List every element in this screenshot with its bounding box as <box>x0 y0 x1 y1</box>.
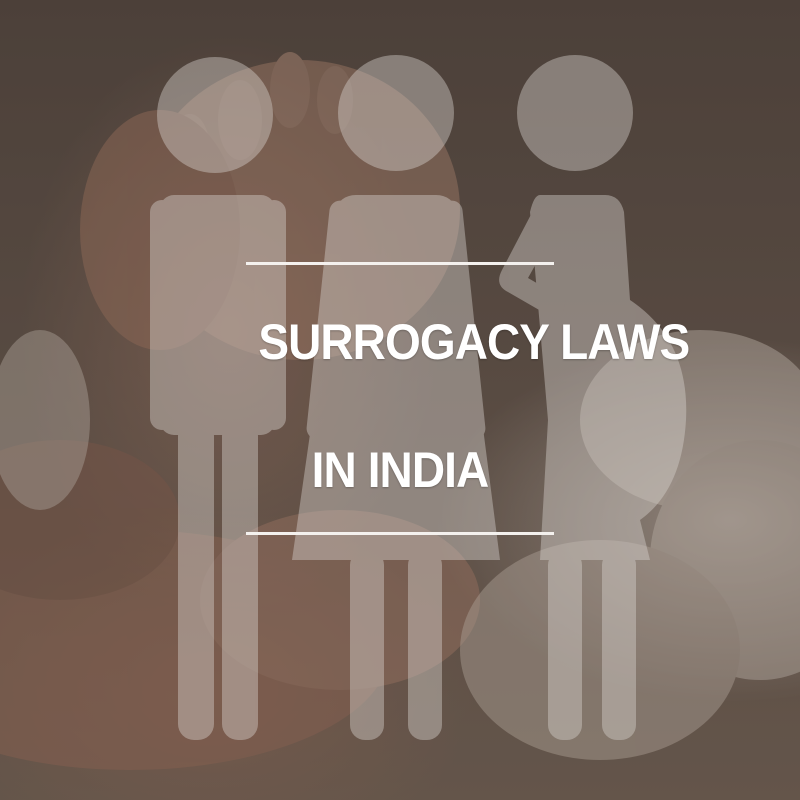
title-line-2: IN INDIA <box>311 442 489 498</box>
title-line-1: SURROGACY LAWS <box>258 314 690 370</box>
title-block <box>246 262 690 538</box>
top-divider <box>246 262 554 265</box>
bottom-divider <box>246 532 554 535</box>
